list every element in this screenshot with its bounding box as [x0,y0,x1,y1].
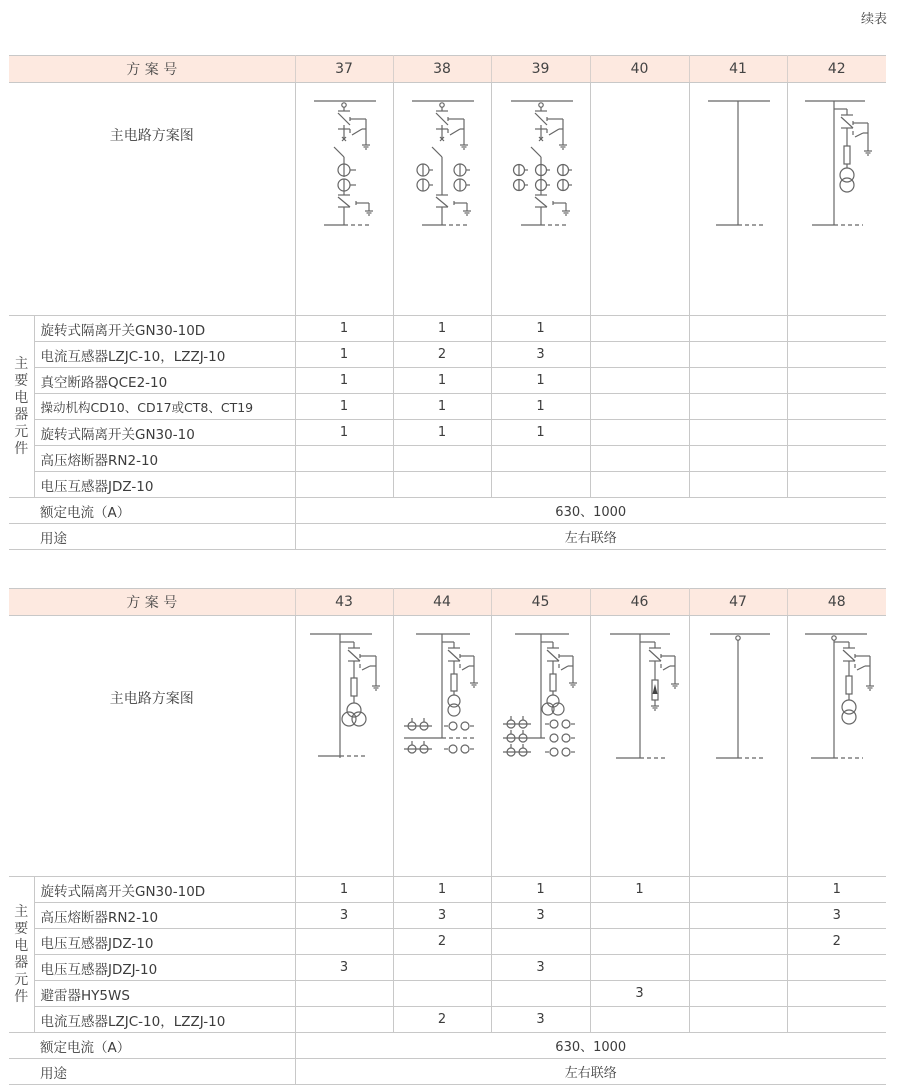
component-qty [295,981,393,1007]
schematic-isolator-ct2-breaker-icon [402,95,482,230]
diagram-row [9,83,886,316]
component-row [9,368,886,394]
circuit-diagram-40 [590,83,689,316]
component-qty [590,1007,689,1033]
rated-current-label: 额定电流（A） [34,498,295,524]
component-qty: 3 [491,342,590,368]
scheme-table-37-42 [9,55,886,550]
usage-label: 用途 [34,1059,295,1085]
component-qty [689,877,787,903]
continued-table-label: 续表 [860,12,887,27]
component-qty [590,955,689,981]
scheme-number: 37 [295,56,393,83]
component-qty [787,981,886,1007]
scheme-number: 41 [689,56,787,83]
component-name: 电压互感器JDZ-10 [34,929,295,955]
component-row [9,342,886,368]
component-qty: 3 [393,903,491,929]
usage-value: 左右联络 [295,524,886,550]
scheme-number: 40 [590,56,689,83]
component-qty [787,955,886,981]
component-qty: 1 [491,316,590,342]
circuit-diagram-39 [491,83,590,316]
component-qty: 1 [787,877,886,903]
component-name: 避雷器HY5WS [34,981,295,1007]
component-qty: 1 [590,877,689,903]
component-qty [689,955,787,981]
circuit-diagram-38 [393,83,491,316]
circuit-diagram-43 [295,616,393,877]
scheme-table-43-48 [9,588,886,1085]
component-name: 高压熔断器RN2-10 [34,903,295,929]
component-qty: 1 [393,368,491,394]
component-qty [787,1007,886,1033]
scheme-header-row [9,589,886,616]
component-qty [393,472,491,498]
component-name: 旋转式隔离开关GN30-10 [34,420,295,446]
rated-current-label: 额定电流（A） [34,1033,295,1059]
scheme-number-label: 方 案 号 [9,589,295,616]
diagram-row [9,616,886,877]
component-row [9,394,886,420]
component-qty [689,929,787,955]
component-row [9,929,886,955]
component-qty [393,981,491,1007]
component-row [9,472,886,498]
component-qty [590,394,689,420]
component-qty [491,929,590,955]
schematic-busbar-icon [698,95,778,230]
circuit-diagram-48 [787,616,886,877]
component-qty [787,446,886,472]
component-qty: 1 [295,368,393,394]
component-qty: 3 [295,955,393,981]
component-qty [393,955,491,981]
component-qty [689,903,787,929]
component-qty: 1 [491,420,590,446]
component-qty [590,929,689,955]
circuit-diagram-47 [689,616,787,877]
component-qty [491,981,590,1007]
component-row [9,446,886,472]
component-qty [590,446,689,472]
component-qty: 1 [393,394,491,420]
component-qty [590,472,689,498]
circuit-diagram-46 [590,616,689,877]
circuit-diagram-37 [295,83,393,316]
component-group-label: 主要电器元件 [9,316,34,498]
component-row [9,877,886,903]
component-row [9,955,886,981]
component-name: 电流互感器LZJC-10，LZZJ-10 [34,342,295,368]
component-qty: 1 [295,316,393,342]
component-qty [295,1007,393,1033]
component-qty: 1 [295,394,393,420]
usage-row [9,524,886,550]
component-qty [689,446,787,472]
component-qty: 3 [295,903,393,929]
schematic-isolator-fuse-pt-secondary-icon [402,628,482,763]
component-qty [590,420,689,446]
component-qty: 2 [393,1007,491,1033]
component-qty [590,368,689,394]
component-row [9,316,886,342]
component-qty [491,472,590,498]
schematic-isolator-fuse-pt3-secondary-icon [501,628,581,763]
component-name: 真空断路器QCE2-10 [34,368,295,394]
component-row [9,903,886,929]
circuit-diagram-45 [491,616,590,877]
usage-label: 用途 [34,524,295,550]
scheme-number: 38 [393,56,491,83]
scheme-number: 44 [393,589,491,616]
component-row [9,1007,886,1033]
component-qty: 2 [393,342,491,368]
component-name: 电流互感器LZJC-10，LZZJ-10 [34,1007,295,1033]
component-qty: 3 [491,1007,590,1033]
usage-row [9,1059,886,1085]
component-name: 旋转式隔离开关GN30-10D [34,316,295,342]
component-qty [689,342,787,368]
schematic-isolator-ct3-breaker-icon [501,95,581,230]
component-qty [787,316,886,342]
schematic-busbar-straight-icon [698,628,778,763]
rated-current-value: 630、1000 [295,1033,886,1059]
circuit-diagram-44 [393,616,491,877]
rated-current-value: 630、1000 [295,498,886,524]
component-row [9,420,886,446]
component-qty: 1 [491,394,590,420]
component-qty: 3 [590,981,689,1007]
component-qty: 3 [491,955,590,981]
component-qty: 3 [787,903,886,929]
schematic-isolator-fuse-pt3-icon [304,628,384,763]
component-name: 电压互感器JDZJ-10 [34,955,295,981]
scheme-number-label: 方 案 号 [9,56,295,83]
component-qty: 2 [393,929,491,955]
component-qty [689,420,787,446]
component-qty [787,420,886,446]
component-qty [590,342,689,368]
scheme-number: 39 [491,56,590,83]
schematic-isolator-ct-breaker-icon [304,95,384,230]
component-name: 操动机构CD10、CD17或CT8、CT19 [34,394,295,420]
component-qty: 3 [491,903,590,929]
component-qty [295,929,393,955]
scheme-number: 43 [295,589,393,616]
component-qty: 2 [787,929,886,955]
component-qty [689,1007,787,1033]
diagram-row-label: 主电路方案图 [109,691,194,707]
rated-current-row [9,1033,886,1059]
component-qty [689,368,787,394]
component-name: 高压熔断器RN2-10 [34,446,295,472]
diagram-row-label: 主电路方案图 [109,128,194,144]
scheme-number: 47 [689,589,787,616]
component-qty [787,394,886,420]
component-qty: 1 [393,877,491,903]
scheme-number: 42 [787,56,886,83]
component-qty [787,342,886,368]
scheme-number: 46 [590,589,689,616]
component-row [9,981,886,1007]
component-qty [689,981,787,1007]
component-qty [689,472,787,498]
component-qty [491,446,590,472]
component-qty: 1 [393,420,491,446]
component-name: 旋转式隔离开关GN30-10D [34,877,295,903]
component-qty [393,446,491,472]
component-qty [590,903,689,929]
circuit-diagram-41 [689,83,787,316]
component-qty [787,368,886,394]
component-qty: 1 [393,316,491,342]
circuit-diagram-42 [787,83,886,316]
component-name: 电压互感器JDZ-10 [34,472,295,498]
schematic-isolator-arrester-icon [600,628,680,763]
component-qty: 1 [295,420,393,446]
usage-value: 左右联络 [295,1059,886,1085]
component-qty: 1 [295,877,393,903]
component-qty: 1 [491,877,590,903]
schematic-isolator-fuse-pt-icon [797,95,877,230]
scheme-header-row [9,56,886,83]
component-qty [787,472,886,498]
scheme-number: 45 [491,589,590,616]
component-qty [295,446,393,472]
schematic-isolator-fuse-pt-icon [797,628,877,763]
rated-current-row [9,498,886,524]
component-qty: 1 [295,342,393,368]
component-qty: 1 [491,368,590,394]
component-qty [295,472,393,498]
component-qty [689,316,787,342]
component-group-label: 主要电器元件 [9,877,34,1033]
component-qty [689,394,787,420]
scheme-number: 48 [787,589,886,616]
component-qty [590,316,689,342]
